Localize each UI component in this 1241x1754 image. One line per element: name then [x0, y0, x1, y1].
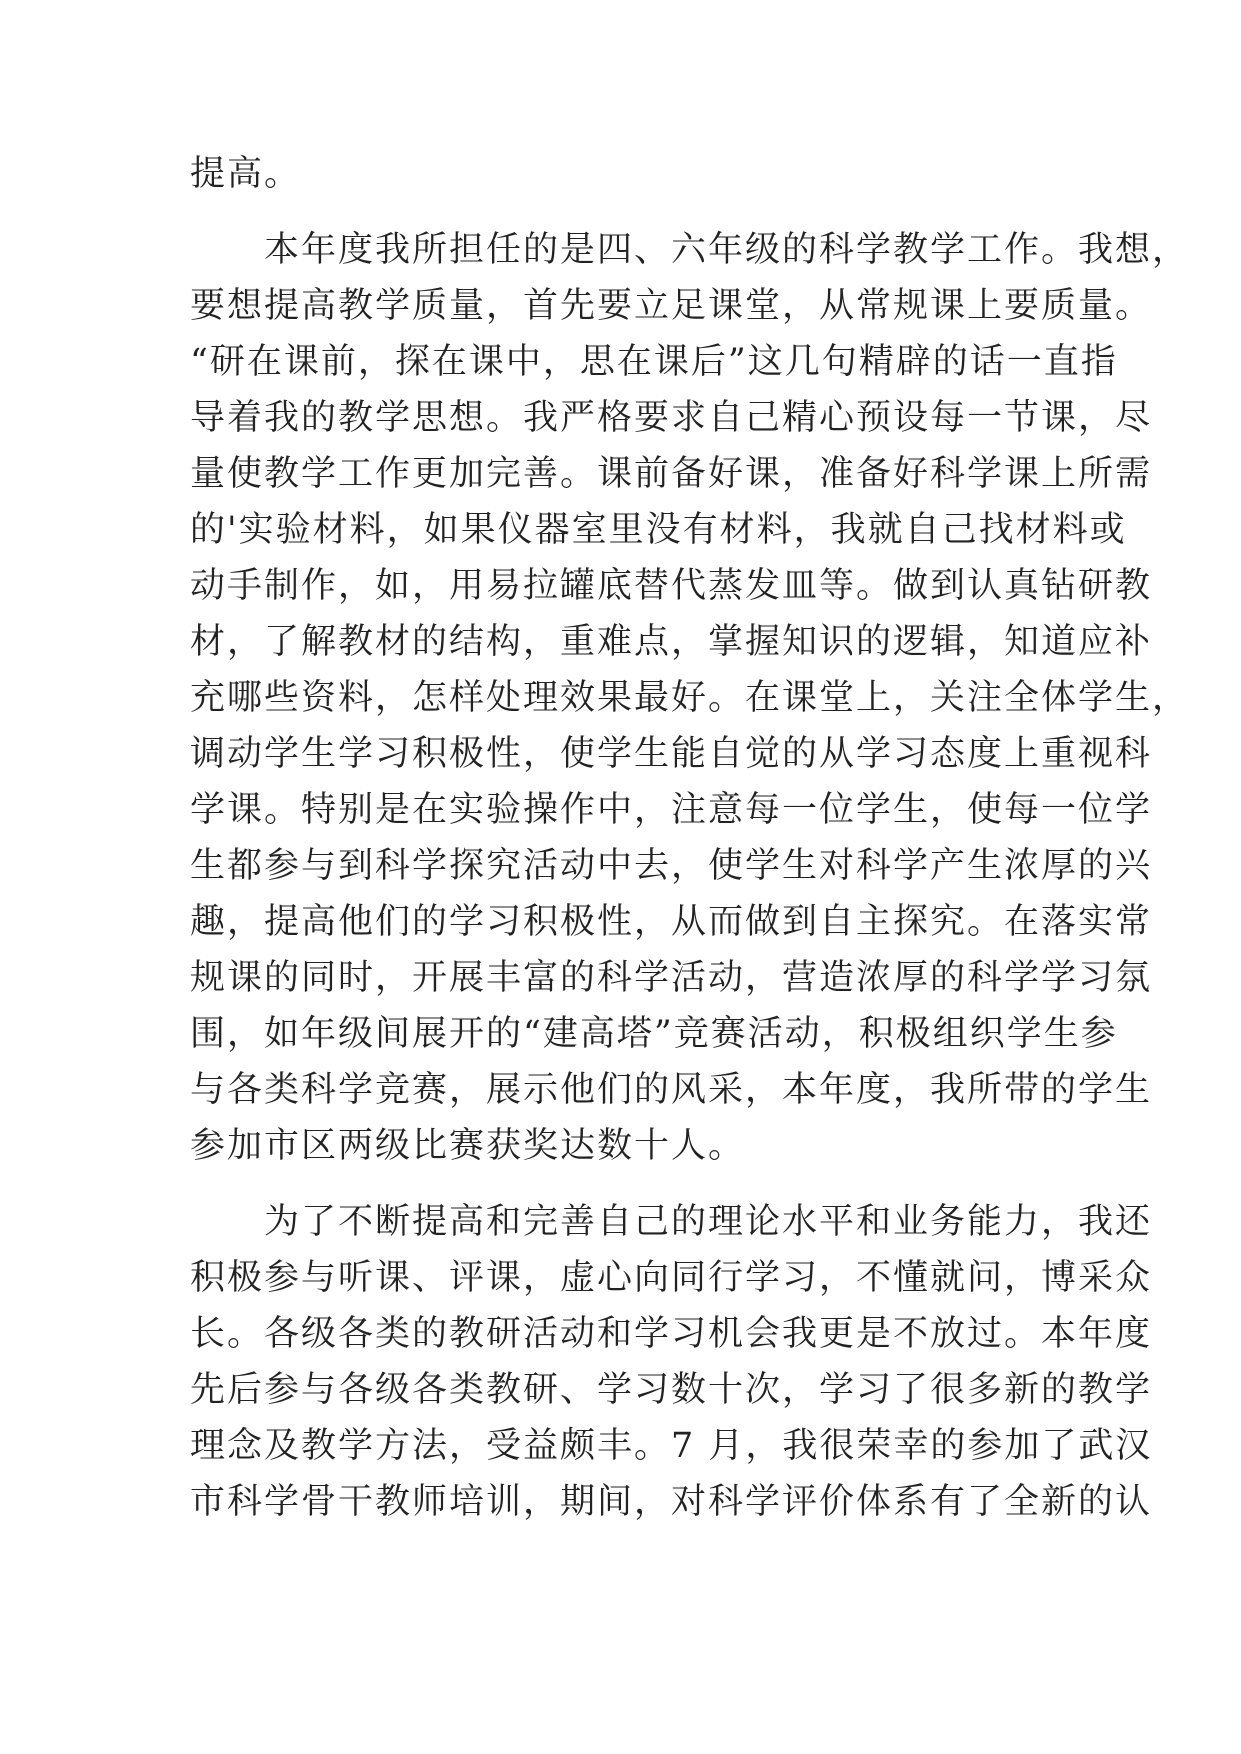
text-line: 学课。特别是在实验操作中，注意每一位学生，使每一位学 — [190, 790, 1153, 830]
text-line: 导着我的教学思想。我严格要求自己精心预设每一节课，尽 — [190, 398, 1153, 438]
text-line: 动手制作，如，用易拉罐底替代蒸发皿等。做到认真钻研教 — [190, 566, 1153, 606]
paragraph-gap — [190, 1174, 1052, 1194]
text-line: 要想提高教学质量，首先要立足课堂，从常规课上要质量。 — [190, 286, 1153, 326]
text-line: “研在课前，探在课中，思在课后”这几句精辟的话一直指 — [190, 342, 1118, 382]
text-line: 为了不断提高和完善自己的理论水平和业务能力，我还 — [264, 1202, 1153, 1242]
text-line: 与各类科学竞赛，展示他们的风采，本年度，我所带的学生 — [190, 1070, 1153, 1110]
text-line: 生都参与到科学探究活动中去，使学生对科学产生浓厚的兴 — [190, 846, 1153, 886]
text-line: 市科学骨干教师培训，期间，对科学评价体系有了全新的认 — [190, 1482, 1153, 1522]
text-line: 本年度我所担任的是四、六年级的科学教学工作。我想， — [264, 230, 1190, 270]
text-line: 先后参与各级各类教研、学习数十次，学习了很多新的教学 — [190, 1370, 1153, 1410]
text-line: 量使教学工作更加完善。课前备好课，准备好科学课上所需 — [190, 454, 1153, 494]
text-line: 提高。 — [190, 154, 302, 194]
text-line: 的'实验材料，如果仪器室里没有材料，我就自己找材料或 — [190, 510, 1127, 550]
text-line: 材，了解教材的结构，重难点，掌握知识的逻辑，知道应补 — [190, 622, 1153, 662]
paragraph-gap — [190, 202, 1052, 222]
text-line: 围，如年级间展开的“建高塔”竞赛活动，积极组织学生参 — [190, 1014, 1118, 1054]
text-line: 长。各级各类的教研活动和学习机会我更是不放过。本年度 — [190, 1314, 1153, 1354]
text-line: 积极参与听课、评课，虚心向同行学习，不懂就问，博采众 — [190, 1258, 1153, 1298]
text-line: 趣，提高他们的学习积极性，从而做到自主探究。在落实常 — [190, 902, 1153, 942]
text-line: 参加市区两级比赛获奖达数十人。 — [190, 1126, 746, 1166]
text-line: 规课的同时，开展丰富的科学活动，营造浓厚的科学学习氛 — [190, 958, 1153, 998]
text-line: 充哪些资料，怎样处理效果最好。在课堂上，关注全体学生， — [190, 678, 1190, 718]
text-line: 理念及教学方法，受益颇丰。7 月，我很荣幸的参加了武汉 — [190, 1426, 1153, 1466]
document-body — [190, 146, 1190, 1530]
text-line: 调动学生学习积极性，使学生能自觉的从学习态度上重视科 — [190, 734, 1153, 774]
